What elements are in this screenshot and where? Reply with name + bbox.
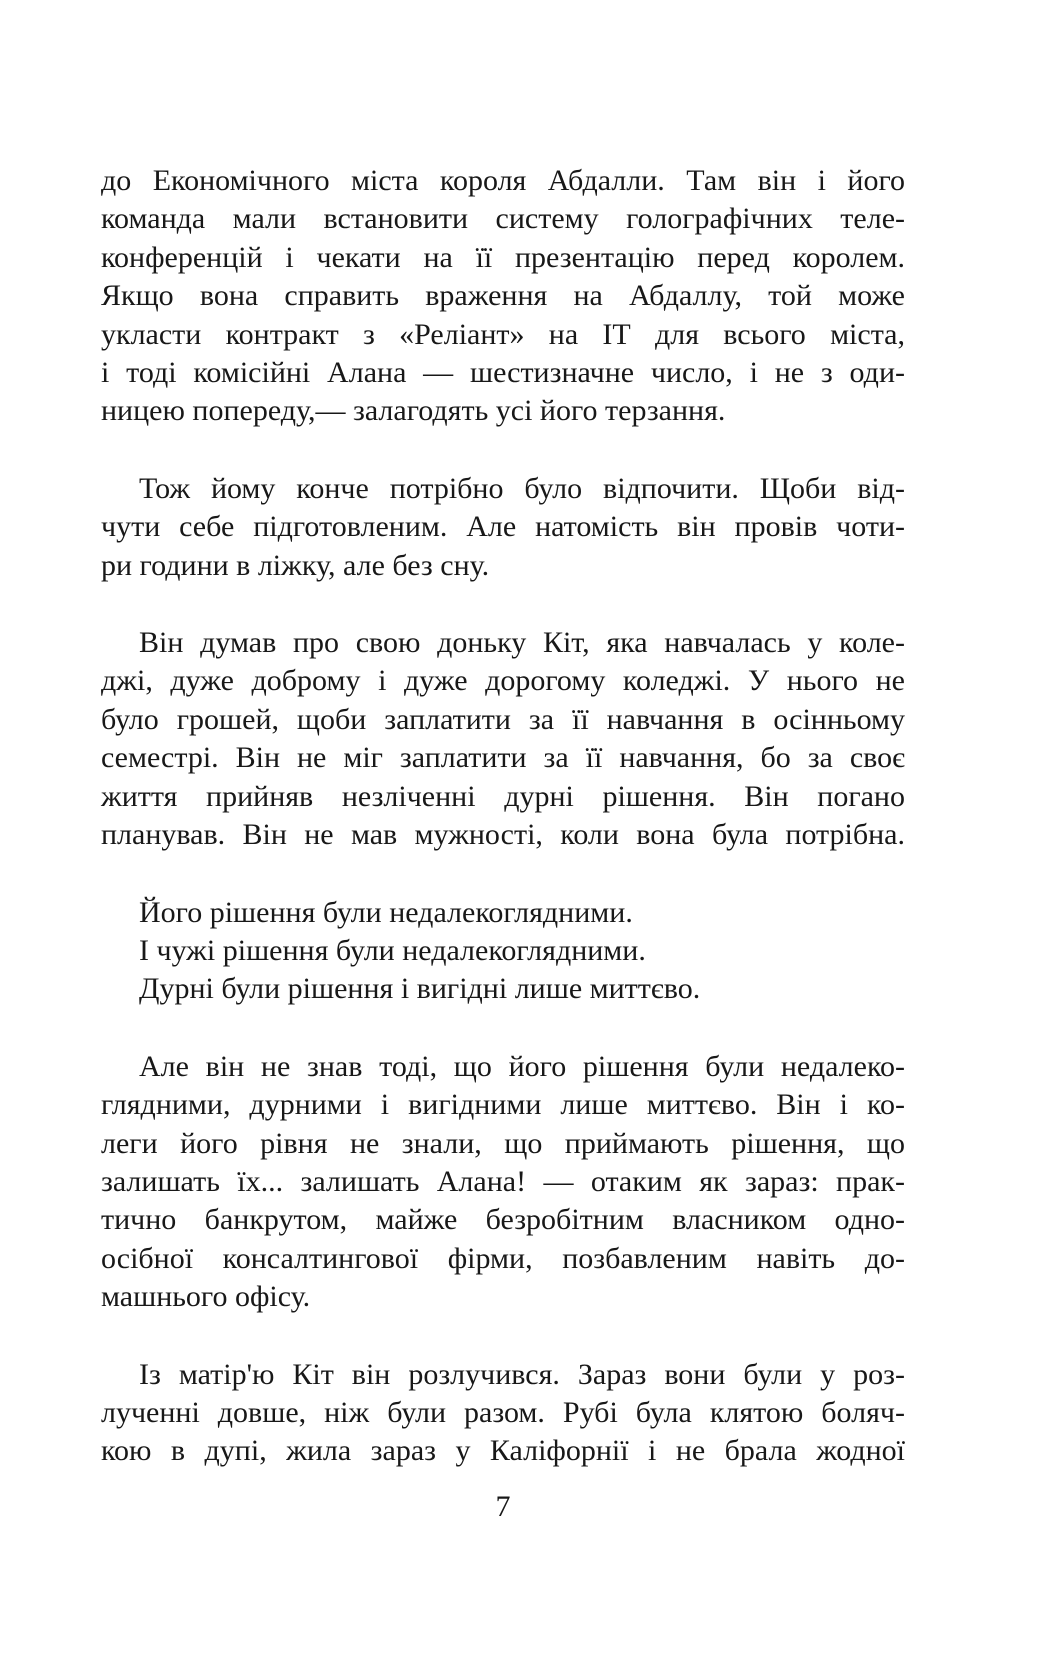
- text-line: лученні довше, ніж були разом. Рубі була клятою боляч-: [101, 1395, 905, 1429]
- text-line: Якщо вона справить враження на Абдаллу, той може: [101, 279, 905, 313]
- text-line: Він думав про свою доньку Кіт, яка навчалась у коле-: [139, 626, 905, 660]
- text-line: життя прийняв незліченні дурні рішення. Він погано: [101, 779, 905, 813]
- text-line: укласти контракт з «Реліант» на ІТ для всього міста,: [101, 317, 905, 351]
- text-line: ницею попереду,— залагодять усі його терзання.: [101, 394, 726, 428]
- paragraph: [101, 470, 905, 585]
- text-line: осібної консалтингової фірми, позбавленим навіть до-: [101, 1241, 905, 1275]
- text-line: Із матір'ю Кіт він розлучився. Зараз вони були у роз-: [139, 1357, 905, 1391]
- text-line: леги його рівня не знали, що приймають рішення, що: [101, 1126, 905, 1160]
- text-line: глядними, дурними і вигідними лише миттєво. Він і ко-: [101, 1088, 905, 1122]
- text-line: джі, дуже доброму і дуже дорогому коледжі. У нього не: [101, 664, 905, 698]
- text-line: Тож йому конче потрібно було відпочити. Щоби від-: [139, 471, 905, 505]
- text-line: І чужі рішення були недалекоглядними.: [139, 933, 646, 967]
- paragraph: [101, 1048, 905, 1317]
- text-line: і тоді комісійні Алана — шестизначне число, і не з оди-: [101, 356, 905, 390]
- text-line: машнього офісу.: [101, 1280, 311, 1314]
- paragraph: [101, 1356, 905, 1471]
- text-line: до Економічного міста короля Абдалли. Там він і його: [101, 164, 905, 197]
- text-line: чути себе підготовленим. Але натомість він провів чоти-: [101, 510, 905, 544]
- text-line: Дурні були рішення і вигідні лише миттєво.: [139, 972, 701, 1006]
- verse-paragraph: [101, 894, 905, 1009]
- text-line: конференцій і чекати на її презентацію перед королем.: [101, 240, 905, 274]
- paragraph: [101, 162, 905, 431]
- page-number: 7: [495, 1490, 511, 1523]
- text-line: кою в дупі, жила зараз у Каліфорнії і не брала жодної: [101, 1434, 905, 1468]
- text-line: Його рішення були недалекоглядними.: [139, 895, 633, 929]
- text-line: було грошей, щоби заплатити за її навчання в осінньому: [101, 702, 905, 736]
- text-line: ри години в ліжку, але без сну.: [101, 548, 490, 582]
- text-line: планував. Він не мав мужності, коли вона була потрібна.: [101, 818, 905, 852]
- text-line: семестрі. Він не міг заплатити за її навчання, бо за своє: [101, 741, 905, 775]
- paragraph: [101, 624, 905, 854]
- book-page-text: [101, 162, 905, 1471]
- text-line: команда мали встановити систему голографічних теле-: [101, 202, 905, 236]
- text-line: залишать їх... залишать Алана! — отаким як зараз: прак-: [101, 1164, 905, 1198]
- text-line: тично банкрутом, майже безробітним власником одно-: [101, 1203, 905, 1237]
- text-line: Але він не знав тоді, що його рішення були недалеко-: [139, 1049, 905, 1083]
